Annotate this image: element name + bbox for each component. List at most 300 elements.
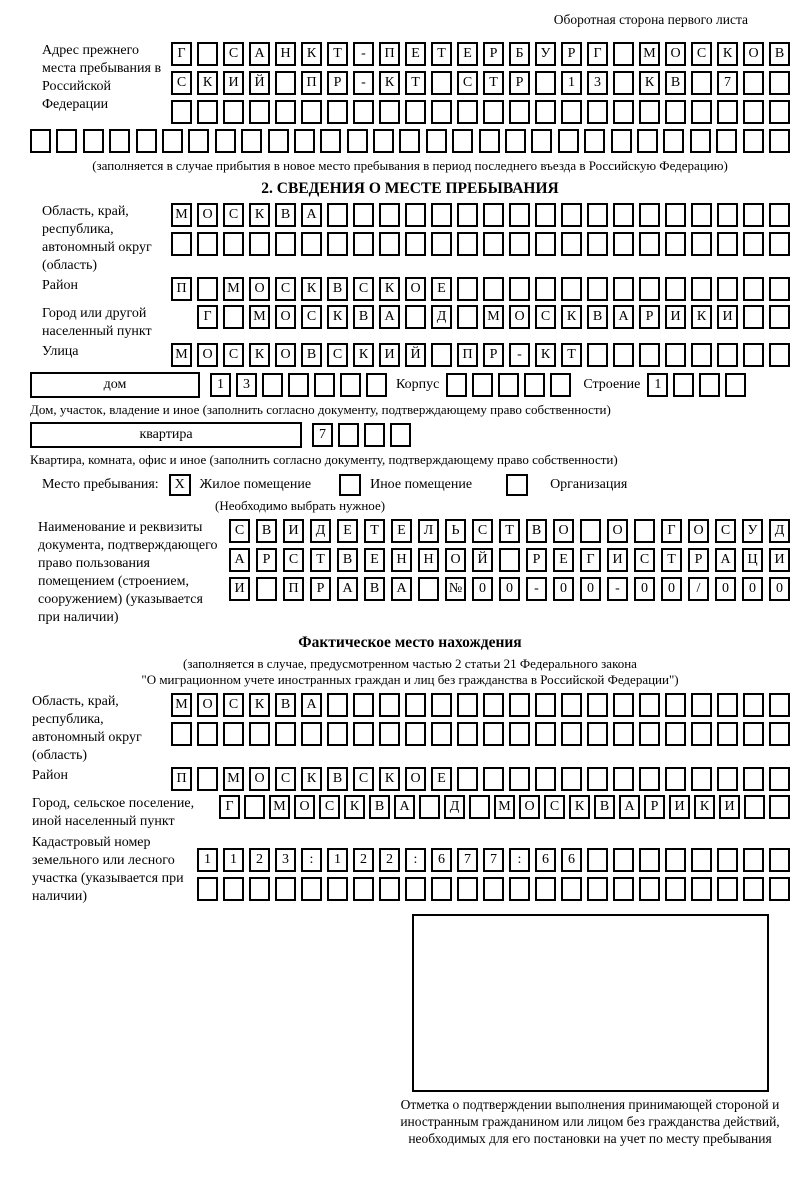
char-cell <box>498 373 519 397</box>
char-cell: Е <box>405 42 426 66</box>
char-cell: Р <box>256 548 277 572</box>
char-cell <box>379 722 400 746</box>
char-cell <box>665 232 686 256</box>
char-cell: 7 <box>717 71 738 95</box>
char-cell: 0 <box>580 577 601 601</box>
char-cell: Н <box>391 548 412 572</box>
char-cell <box>347 129 368 153</box>
city-row <box>180 305 790 329</box>
char-cell: Н <box>275 42 296 66</box>
char-cell: Е <box>337 519 358 543</box>
char-cell: О <box>197 693 218 717</box>
char-cell <box>314 373 335 397</box>
char-cell: С <box>223 203 244 227</box>
char-cell <box>743 100 764 124</box>
char-cell <box>509 877 530 901</box>
char-cell: К <box>561 305 582 329</box>
char-cell <box>717 693 738 717</box>
char-cell: С <box>691 42 712 66</box>
char-cell <box>353 693 374 717</box>
char-cell: 2 <box>353 848 374 872</box>
char-cell: А <box>249 42 270 66</box>
char-cell: Д <box>444 795 465 819</box>
prev-address-row-1 <box>170 42 790 66</box>
char-cell <box>743 848 764 872</box>
char-cell <box>379 100 400 124</box>
char-cell <box>457 100 478 124</box>
char-cell <box>769 277 790 301</box>
char-cell: К <box>301 277 322 301</box>
document-label: Наименование и реквизиты документа, подтверждающего право пользования помещением (строением, сооружением) (указывается при наличии) <box>38 520 218 625</box>
char-cell: О <box>275 343 296 367</box>
char-cell: В <box>369 795 390 819</box>
char-cell <box>162 129 183 153</box>
char-cell: С <box>223 42 244 66</box>
char-cell <box>613 767 634 791</box>
char-cell: С <box>223 343 244 367</box>
char-cell: И <box>665 305 686 329</box>
char-cell <box>241 129 262 153</box>
char-cell <box>197 877 218 901</box>
char-cell: В <box>587 305 608 329</box>
char-cell: О <box>275 305 296 329</box>
cadastre-field <box>30 834 790 906</box>
char-cell <box>716 129 737 153</box>
char-cell: С <box>353 767 374 791</box>
prev-address-caption: (заполняется в случае прибытия в новое место пребывания в период последнего въезда в Российскую Федерацию) <box>92 158 728 173</box>
char-cell: К <box>379 767 400 791</box>
char-cell <box>30 129 51 153</box>
char-cell <box>587 877 608 901</box>
char-cell: № <box>445 577 466 601</box>
char-cell: С <box>301 305 322 329</box>
char-cell: И <box>607 548 628 572</box>
char-cell <box>613 877 634 901</box>
char-cell: И <box>283 519 304 543</box>
char-cell: 3 <box>587 71 608 95</box>
char-cell: М <box>249 305 270 329</box>
char-cell <box>769 693 790 717</box>
char-cell <box>327 877 348 901</box>
char-cell: С <box>275 277 296 301</box>
region-row-2 <box>158 232 790 256</box>
char-cell <box>535 693 556 717</box>
char-cell: Л <box>418 519 439 543</box>
char-cell <box>561 203 582 227</box>
fact-city-row <box>216 795 790 819</box>
char-cell <box>469 795 490 819</box>
char-cell <box>379 203 400 227</box>
char-cell <box>301 100 322 124</box>
char-cell <box>509 232 530 256</box>
char-cell <box>691 693 712 717</box>
char-cell: У <box>535 42 556 66</box>
char-cell: 1 <box>223 848 244 872</box>
char-cell <box>320 129 341 153</box>
apartment-box-label: квартира <box>30 422 302 448</box>
char-cell: - <box>353 71 374 95</box>
char-cell <box>171 722 192 746</box>
checkbox-other-premises <box>339 474 361 496</box>
house-row <box>30 372 790 398</box>
char-cell <box>366 373 387 397</box>
char-cell: С <box>544 795 565 819</box>
char-cell: 0 <box>715 577 736 601</box>
char-cell <box>587 693 608 717</box>
char-cell <box>535 203 556 227</box>
char-cell <box>483 100 504 124</box>
char-cell <box>327 232 348 256</box>
fact-city-label: Город, сельское поселение, иной населенный пункт <box>32 796 195 829</box>
cadastre-row-2 <box>190 877 790 901</box>
char-cell: О <box>607 519 628 543</box>
char-cell: Т <box>364 519 385 543</box>
char-cell: Р <box>483 343 504 367</box>
char-cell <box>743 305 764 329</box>
char-cell <box>301 232 322 256</box>
char-cell <box>268 129 289 153</box>
char-cell <box>197 42 218 66</box>
char-cell <box>431 203 452 227</box>
char-cell <box>535 277 556 301</box>
char-cell: С <box>275 767 296 791</box>
district-field <box>30 277 790 301</box>
fact-region-row-1 <box>165 693 790 717</box>
prev-address-row-3 <box>170 100 790 124</box>
char-cell <box>769 343 790 367</box>
char-cell <box>587 203 608 227</box>
char-cell: К <box>327 305 348 329</box>
char-cell <box>405 203 426 227</box>
char-cell <box>223 722 244 746</box>
char-cell: 0 <box>634 577 655 601</box>
stamp-box <box>412 914 769 1092</box>
char-cell: 1 <box>647 373 668 397</box>
char-cell <box>405 100 426 124</box>
char-cell <box>171 100 192 124</box>
char-cell <box>691 767 712 791</box>
char-cell <box>483 232 504 256</box>
char-cell: К <box>249 343 270 367</box>
char-cell: И <box>379 343 400 367</box>
char-cell <box>472 373 493 397</box>
char-cell: Т <box>431 42 452 66</box>
char-cell <box>275 232 296 256</box>
char-cell <box>717 877 738 901</box>
char-cell <box>275 722 296 746</box>
char-cell <box>197 722 218 746</box>
char-cell: С <box>353 277 374 301</box>
char-cell <box>561 277 582 301</box>
char-cell <box>637 129 658 153</box>
char-cell: И <box>223 71 244 95</box>
char-cell <box>327 722 348 746</box>
char-cell <box>558 129 579 153</box>
char-cell <box>483 877 504 901</box>
char-cell: П <box>301 71 322 95</box>
char-cell <box>561 100 582 124</box>
char-cell: О <box>743 42 764 66</box>
char-cell <box>275 100 296 124</box>
char-cell <box>743 767 764 791</box>
char-cell: С <box>223 693 244 717</box>
char-cell <box>717 100 738 124</box>
char-cell <box>294 129 315 153</box>
char-cell <box>353 232 374 256</box>
char-cell <box>580 519 601 543</box>
stay-type-row <box>30 474 790 496</box>
char-cell <box>535 232 556 256</box>
char-cell: К <box>301 42 322 66</box>
option-other-premises-label: Иное помещение <box>370 477 473 492</box>
char-cell <box>639 767 660 791</box>
char-cell <box>327 100 348 124</box>
char-cell: Р <box>509 71 530 95</box>
char-cell: Т <box>483 71 504 95</box>
street-field <box>30 343 790 367</box>
char-cell <box>613 722 634 746</box>
char-cell <box>634 519 655 543</box>
char-cell <box>379 693 400 717</box>
char-cell: Р <box>644 795 665 819</box>
char-cell <box>717 277 738 301</box>
char-cell <box>769 100 790 124</box>
char-cell: 0 <box>553 577 574 601</box>
char-cell: К <box>717 42 738 66</box>
char-cell: О <box>249 277 270 301</box>
char-cell <box>587 722 608 746</box>
char-cell <box>457 722 478 746</box>
char-cell: В <box>275 693 296 717</box>
char-cell: Г <box>219 795 240 819</box>
char-cell <box>673 373 694 397</box>
option-organization-label: Организация <box>550 477 628 492</box>
char-cell <box>665 693 686 717</box>
document-row-3 <box>222 577 790 601</box>
fact-region-label: Область, край, республика, автономный округ (область) <box>32 694 142 763</box>
apartment-caption: Квартира, комната, офис и иное (заполнить согласно документу, подтверждающему право собственности) <box>30 452 618 467</box>
char-cell: И <box>229 577 250 601</box>
char-cell <box>691 100 712 124</box>
char-cell <box>327 203 348 227</box>
char-cell <box>613 42 634 66</box>
apartment-row <box>30 422 790 448</box>
char-cell <box>223 877 244 901</box>
char-cell <box>301 877 322 901</box>
char-cell: П <box>379 42 400 66</box>
char-cell <box>613 71 634 95</box>
region-field <box>30 203 790 275</box>
char-cell <box>188 129 209 153</box>
char-cell: К <box>301 767 322 791</box>
char-cell <box>717 203 738 227</box>
char-cell: В <box>364 577 385 601</box>
char-cell: Р <box>561 42 582 66</box>
street-row <box>158 343 790 367</box>
char-cell: 1 <box>197 848 218 872</box>
char-cell: О <box>197 203 218 227</box>
char-cell: 2 <box>379 848 400 872</box>
char-cell: А <box>394 795 415 819</box>
house-caption: Дом, участок, владение и иное (заполнить согласно документу, подтверждающему право собственности) <box>30 402 611 417</box>
char-cell: 6 <box>535 848 556 872</box>
char-cell: Е <box>391 519 412 543</box>
char-cell <box>405 877 426 901</box>
region-row-1 <box>158 203 790 227</box>
char-cell <box>431 877 452 901</box>
char-cell <box>249 100 270 124</box>
fact-district-field <box>30 767 790 791</box>
char-cell: А <box>379 305 400 329</box>
char-cell: М <box>483 305 504 329</box>
char-cell <box>509 100 530 124</box>
char-cell <box>197 277 218 301</box>
district-row <box>158 277 790 301</box>
fact-title: Фактическое место нахождения <box>298 634 522 651</box>
char-cell: М <box>494 795 515 819</box>
document-row-1 <box>222 519 790 543</box>
char-cell <box>561 877 582 901</box>
char-cell <box>743 343 764 367</box>
char-cell <box>262 373 283 397</box>
char-cell <box>353 722 374 746</box>
char-cell <box>584 129 605 153</box>
char-cell: Д <box>431 305 452 329</box>
char-cell <box>613 100 634 124</box>
char-cell: В <box>526 519 547 543</box>
char-cell: В <box>769 42 790 66</box>
char-cell <box>691 203 712 227</box>
fact-district-row <box>165 767 790 791</box>
char-cell <box>611 129 632 153</box>
char-cell <box>639 693 660 717</box>
prev-address-field <box>30 42 790 124</box>
char-cell: 7 <box>312 423 333 447</box>
section2-title: 2. СВЕДЕНИЯ О МЕСТЕ ПРЕБЫВАНИЯ <box>261 180 559 197</box>
fact-note-1: (заполняется в случае, предусмотренном частью 2 статьи 21 Федерального закона <box>183 656 637 671</box>
cadastre-label: Кадастровый номер земельного или лесного участка (указывается при наличии) <box>32 835 184 904</box>
char-cell <box>535 71 556 95</box>
prev-address-row-2 <box>170 71 790 95</box>
stroenie-label: Строение <box>583 377 641 392</box>
char-cell <box>639 848 660 872</box>
char-cell <box>743 877 764 901</box>
char-cell: О <box>509 305 530 329</box>
char-cell <box>587 277 608 301</box>
char-cell: А <box>337 577 358 601</box>
char-cell <box>509 722 530 746</box>
char-cell <box>639 277 660 301</box>
stay-type-note: (Необходимо выбрать нужное) <box>215 498 386 513</box>
char-cell: О <box>665 42 686 66</box>
char-cell: В <box>327 767 348 791</box>
char-cell: Р <box>688 548 709 572</box>
char-cell <box>717 343 738 367</box>
street-label: Улица <box>42 344 79 359</box>
char-cell <box>717 722 738 746</box>
char-cell <box>725 373 746 397</box>
char-cell: О <box>294 795 315 819</box>
char-cell: С <box>171 71 192 95</box>
char-cell <box>431 71 452 95</box>
char-cell <box>171 232 192 256</box>
char-cell <box>550 373 571 397</box>
char-cell: В <box>301 343 322 367</box>
char-cell <box>457 203 478 227</box>
char-cell: Р <box>327 71 348 95</box>
city-field <box>30 305 790 341</box>
region-label: Область, край, республика, автономный округ (область) <box>42 204 152 273</box>
char-cell: Й <box>472 548 493 572</box>
char-cell <box>769 71 790 95</box>
char-cell: В <box>327 277 348 301</box>
char-cell: М <box>223 767 244 791</box>
char-cell: С <box>634 548 655 572</box>
char-cell <box>561 722 582 746</box>
char-cell <box>524 373 545 397</box>
char-cell <box>505 129 526 153</box>
char-cell: 7 <box>483 848 504 872</box>
char-cell: 6 <box>561 848 582 872</box>
char-cell <box>431 343 452 367</box>
char-cell <box>691 71 712 95</box>
char-cell <box>275 71 296 95</box>
char-cell <box>769 129 790 153</box>
char-cell: С <box>535 305 556 329</box>
char-cell: С <box>283 548 304 572</box>
document-rows <box>222 519 790 601</box>
char-cell <box>769 722 790 746</box>
char-cell: О <box>249 767 270 791</box>
char-cell: А <box>619 795 640 819</box>
char-cell <box>405 232 426 256</box>
char-cell <box>446 373 467 397</box>
char-cell <box>405 722 426 746</box>
char-cell: В <box>256 519 277 543</box>
char-cell <box>663 129 684 153</box>
char-cell <box>457 767 478 791</box>
cadastre-rows <box>190 848 790 901</box>
char-cell: : <box>405 848 426 872</box>
char-cell <box>223 305 244 329</box>
char-cell <box>613 232 634 256</box>
char-cell <box>769 848 790 872</box>
char-cell <box>561 767 582 791</box>
char-cell: К <box>569 795 590 819</box>
char-cell <box>587 848 608 872</box>
char-cell <box>353 100 374 124</box>
char-cell <box>665 203 686 227</box>
char-cell <box>275 877 296 901</box>
char-cell: С <box>472 519 493 543</box>
char-cell: О <box>405 767 426 791</box>
char-cell <box>587 343 608 367</box>
char-cell <box>743 693 764 717</box>
char-cell: П <box>171 277 192 301</box>
char-cell <box>223 232 244 256</box>
char-cell: Г <box>587 42 608 66</box>
char-cell: Г <box>171 42 192 66</box>
char-cell <box>223 100 244 124</box>
char-cell <box>717 232 738 256</box>
stamp-caption: Отметка о подтверждении выполнения принимающей стороной и иностранным гражданином или лицом без гражданства действий, необходимых для его постановки на учет по месту пребывания <box>400 1097 780 1146</box>
char-cell <box>249 722 270 746</box>
char-cell: Т <box>310 548 331 572</box>
char-cell: Д <box>310 519 331 543</box>
char-cell <box>249 232 270 256</box>
char-cell <box>426 129 447 153</box>
prev-address-rows <box>170 42 790 124</box>
